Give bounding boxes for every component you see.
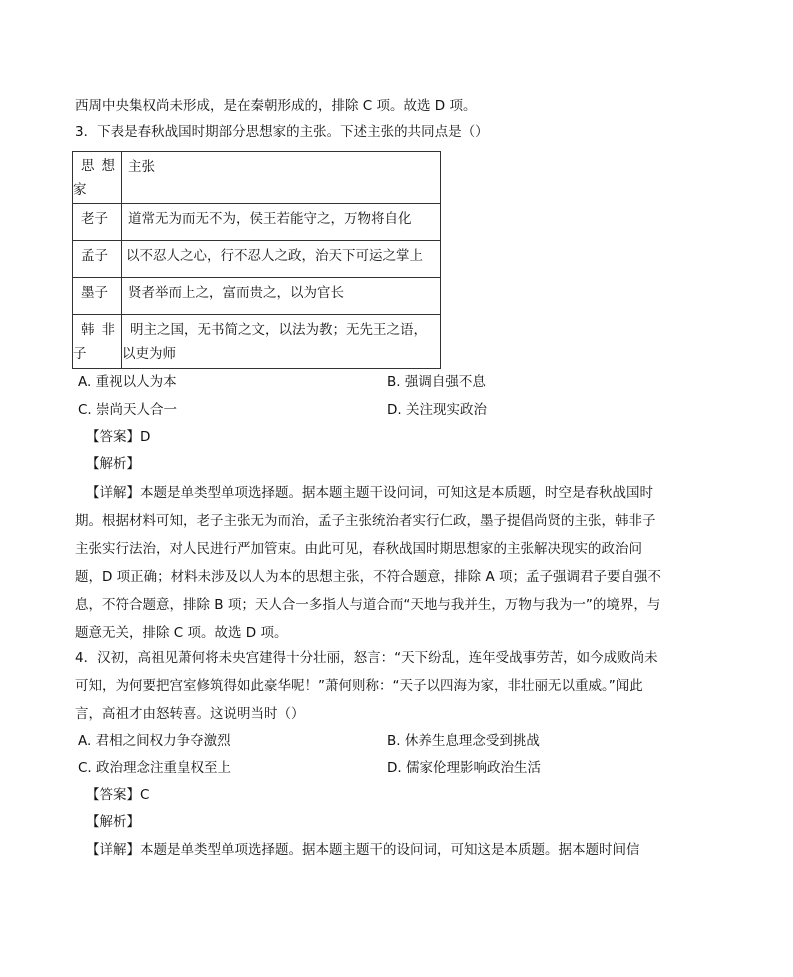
- header-claim-label: 主张: [128, 159, 155, 175]
- thinker-name-char: 非: [101, 322, 115, 338]
- header-char: 想: [101, 158, 115, 174]
- thinker-name-char: 子: [73, 346, 87, 362]
- header-thinker-cell: [73, 152, 122, 204]
- question-3-stem: 3．下表是春秋战国时期部分思想家的主张。下述主张的共同点是（）: [75, 124, 489, 140]
- table-row: [73, 278, 441, 315]
- thinker-name-cell: [73, 278, 122, 315]
- thinker-name-cell: [73, 241, 122, 278]
- q3-option-d: D. 关注现实政治: [387, 402, 487, 418]
- thinker-claim-cell: [122, 204, 441, 241]
- q4-detail: 【详解】本题是单类型单项选择题。据本题主题干的设问词，可知这是本质题。据本题时间信: [86, 842, 640, 858]
- table-row: [73, 241, 441, 278]
- q3-answer: 【答案】D: [86, 429, 151, 445]
- q4-analysis-label: 【解析】: [86, 814, 140, 830]
- q4-option-b: B. 休养生息理念受到挑战: [387, 733, 540, 749]
- thinker-name: 墨子: [81, 285, 108, 301]
- thinker-claim: 道常无为而无不为，侯王若能守之，万物将自化: [128, 211, 412, 227]
- q4-option-a: A. 君相之间权力争夺激烈: [78, 733, 231, 749]
- thinker-name: 老子: [81, 211, 108, 227]
- table-row: [73, 315, 441, 369]
- q4-option-c: C. 政治理念注重皇权至上: [78, 760, 232, 776]
- q3-option-b: B. 强调自强不息: [387, 374, 486, 390]
- thinker-name: 孟子: [81, 248, 108, 264]
- q4-option-d: D. 儒家伦理影响政治生活: [387, 760, 541, 776]
- header-char: 思: [81, 158, 95, 174]
- q4-answer: 【答案】C: [86, 787, 150, 803]
- thinker-name-cell: [73, 315, 122, 369]
- q3-option-c: C. 崇尚天人合一: [78, 402, 178, 418]
- q3-analysis-label: 【解析】: [86, 456, 140, 472]
- thinker-claim-cell: [122, 241, 441, 278]
- table-header-row: [73, 152, 441, 204]
- thinker-claim-cell: [122, 315, 441, 369]
- thinker-claim: 贤者举而上之，富而贵之，以为官长: [128, 285, 344, 301]
- thinkers-table: [72, 151, 441, 369]
- thinker-claim-cell: [122, 278, 441, 315]
- q3-detail: 【详解】本题是单类型单项选择题。据本题主题干设问词，可知这是本质题，时空是春秋战国时期。根据材料可知，老子主张无为而治，孟子主张统治者实行仁政，墨子提倡尚贤的主张，韩非子主张实行法治，对人民进行严加管束。由此可见，春秋战国时期思想家的主张解决现实的政治问题，D 项正确；材料未涉及以人为本的思想主张，不符合题意，排除 A 项；孟子强调君子要自强不息，不符合题意，排除 B 项；天人合一多指人与道合而“天地与我并生，万物与我为一”的境界，与题意无关，排除 C 项。故选 D 项。: [75, 485, 662, 641]
- header-char: 家: [73, 182, 87, 198]
- thinker-claim-line: 以吏为师: [122, 346, 176, 362]
- question-4-stem: 4．汉初，高祖见萧何将未央宫建得十分壮丽，怒言：“天下纷乱，连年受战事劳苦，如今成败尚未可知，为何要把宫室修筑得如此豪华呢！”萧何则称：“天子以四海为家，非壮丽无以重威。”闻此言，高祖才由怒转喜。这说明当时（）: [75, 650, 658, 722]
- previous-answer-tail: 西周中央集权尚未形成，是在秦朝形成的，排除 C 项。故选 D 项。: [75, 98, 477, 114]
- thinker-claim-line: 明主之国，无书简之文，以法为教；无先王之语，: [130, 322, 427, 338]
- header-claim-cell: [122, 152, 441, 204]
- thinker-claim: 以不忍人之心，行不忍人之政，治天下可运之掌上: [126, 248, 423, 264]
- thinker-name-char: 韩: [81, 322, 95, 338]
- thinker-name-cell: [73, 204, 122, 241]
- table-row: [73, 204, 441, 241]
- q3-option-a: A. 重视以人为本: [78, 374, 177, 390]
